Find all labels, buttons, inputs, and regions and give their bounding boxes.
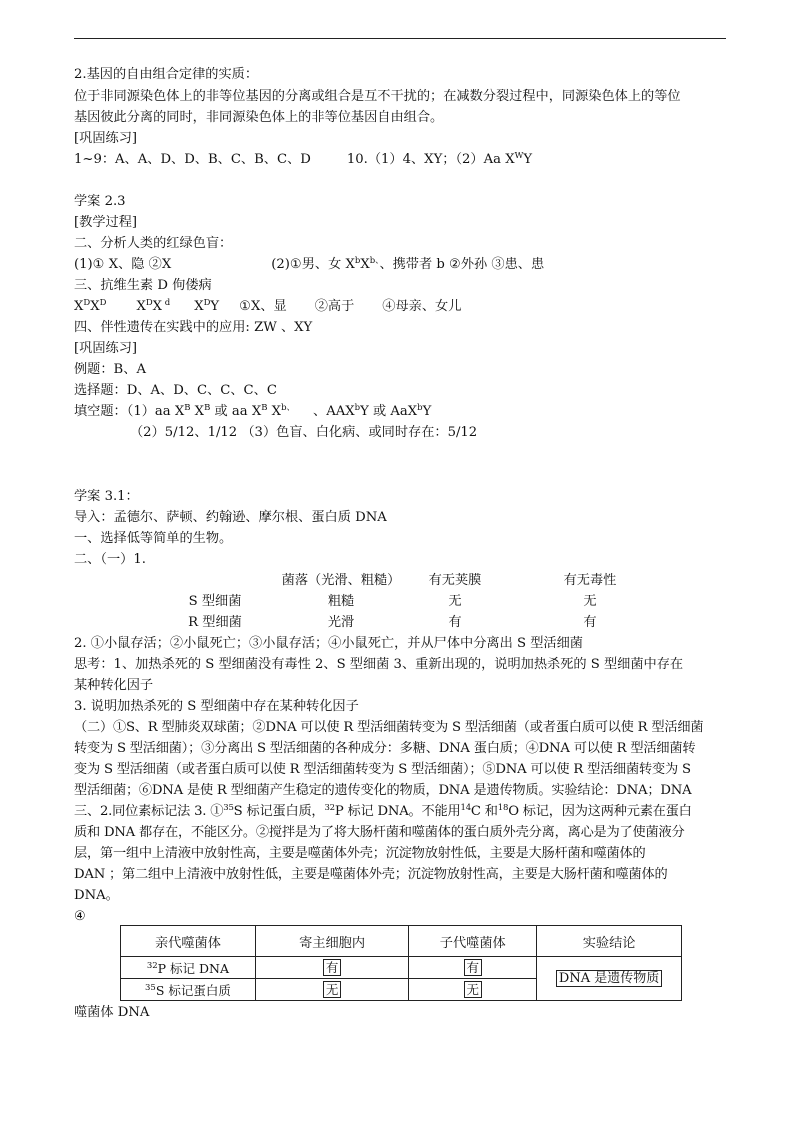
cell-conclusion: DNA 是遗传物质 xyxy=(537,957,682,1001)
row-label-s35: $^{35}$S 标记蛋白质 xyxy=(121,979,256,1001)
fill-answers: 填空题：（1）aa $X^B$ $X^B$ 或 aa $X^B$ $X^{b、}$ 、AAX$^b$Y 或 AaX$^b$Y xyxy=(74,403,432,419)
circle-four-marker: ④ xyxy=(74,909,86,924)
cell-progeny-p32: 有 xyxy=(409,957,537,979)
cell-host-s35: 无 xyxy=(255,979,409,1001)
cell-capsule: 有 xyxy=(448,615,462,630)
paragraph-line: 思考：1、加热杀死的 S 型细菌没有毒性 2、S 型细菌 3、重新出现的，说明加热杀死的 S 型细菌中存在 xyxy=(74,657,684,672)
paragraph-line: 3. 说明加热杀死的 S 型细菌中存在某种转化因子 xyxy=(74,699,359,714)
paragraph-line: DNA。 xyxy=(74,888,119,903)
table-row xyxy=(0,594,800,610)
teaching-label: [教学过程] xyxy=(74,215,138,230)
example-answers: 例题：B、A xyxy=(74,362,146,377)
heading-part-2: 二、（一）1. xyxy=(74,552,146,567)
paragraph-line: 某种转化因子 xyxy=(74,678,154,693)
paragraph-line: 型活细菌；⑥DNA 是使 R 型细菌产生稳定的遗传变化的物质，DNA 是遗传物质。实验结论：DNA；DNA xyxy=(74,783,692,798)
choice-answers: 选择题：D、A、D、C、C、C、C xyxy=(74,383,277,398)
heading-application: 四、伴性遗传在实践中的应用: ZW 、XY xyxy=(74,320,313,335)
heading-free-combination: 2.基因的自由组合定律的实质： xyxy=(74,67,259,82)
cell-virulence: 有 xyxy=(583,615,597,630)
paragraph-line: （二）①S、R 型肺炎双球菌；②DNA 可以使 R 型活细菌转变为 S 型活细菌（或者蛋白质可以使 R 型活细菌 xyxy=(74,720,704,735)
heading-organisms: 一、选择低等简单的生物。 xyxy=(74,531,233,546)
row-label: R 型细菌 xyxy=(188,615,242,630)
bacteria-table-header xyxy=(0,573,800,589)
table-row xyxy=(0,615,800,631)
cell-virulence: 无 xyxy=(583,594,597,609)
header-rule xyxy=(74,38,726,39)
cell-colony: 光滑 xyxy=(327,615,355,630)
header-conclusion: 实验结论 xyxy=(537,926,682,957)
practice-label: [巩固练习] xyxy=(74,341,138,356)
header-virulence: 有无毒性 xyxy=(563,573,617,588)
footer-line: 噬菌体 DNA xyxy=(74,1005,150,1020)
answers-line: (1)① X、隐 ②X (2)①男、女 $X^bX^{b、}$、携带者 b ②外孙 ③患、患 xyxy=(74,256,545,272)
paragraph-line: 三、2.同位素标记法 3. ①$^{35}$S 标记蛋白质，$^{32}$P 标记 DNA。不能用$^{14}$C 和$^{18}$O 标记，因为这两种元素在蛋白 xyxy=(74,803,692,819)
paragraph-line: 基因彼此分离的同时，非同源染色体上的非等位基因自由组合。 xyxy=(74,110,444,125)
paragraph-line: 变为 S 型活细菌（或者蛋白质可以使 R 型活细菌转变为 S 型活细菌）；⑤DNA 可以使 R 型活细菌转变为 S xyxy=(74,762,691,777)
heading-vitamin-d: 三、抗维生素 D 佝偻病 xyxy=(74,278,212,293)
heading-color-blindness: 二、分析人类的红绿色盲： xyxy=(74,236,233,251)
header-host-cell: 寄主细胞内 xyxy=(255,926,409,957)
cell-progeny-s35: 无 xyxy=(409,979,537,1001)
header-capsule: 有无荚膜 xyxy=(428,573,482,588)
cell-colony: 粗糙 xyxy=(327,594,355,609)
cell-capsule: 无 xyxy=(448,594,462,609)
paragraph-line: 位于非同源染色体上的非等位基因的分离或组合是互不干扰的；在减数分裂过程中，同源染色体上的等位 xyxy=(74,89,681,104)
cell-host-p32: 有 xyxy=(255,957,409,979)
paragraph-line: 转变为 S 型活细菌）；③分离出 S 型活细菌的各种成分：多糖、DNA 蛋白质；④DNA 可以使 R 型活细菌转 xyxy=(74,741,696,756)
header-parent-phage: 亲代噬菌体 xyxy=(121,926,256,957)
genotype-line: $X^DX^D$ $X^DX$ $^d$ $X^DY$ ①X、显 ②高于 ④母亲、女儿 xyxy=(74,298,462,314)
fill-answers-2: （2）5/12、1/12 （3）色盲、白化病、或同时存在：5/12 xyxy=(130,425,478,440)
answers-line: 1~9：A、A、D、D、B、C、B、C、D 10.（1）4、XY；（2）Aa $X^WY$ xyxy=(74,151,533,167)
paragraph-line: 2. ①小鼠存活；②小鼠死亡；③小鼠存活；④小鼠死亡，并从尸体中分离出 S 型活细菌 xyxy=(74,636,583,651)
table-row xyxy=(121,957,682,979)
row-label-p32: $^{32}$P 标记 DNA xyxy=(121,957,256,979)
paragraph-line: 质和 DNA 都存在，不能区分。②搅拌是为了将大肠杆菌和噬菌体的蛋白质外壳分离，离心是为了使菌液分 xyxy=(74,825,685,840)
section-title: 学案 2.3 xyxy=(74,194,126,209)
section-title: 学案 3.1： xyxy=(74,489,139,504)
table-header-row xyxy=(121,926,682,957)
header-colony: 菌落（光滑、粗糙） xyxy=(281,573,401,588)
phage-table xyxy=(120,925,682,1001)
row-label: S 型细菌 xyxy=(188,594,242,609)
paragraph-line: 层，第一组中上清液中放射性高，主要是噬菌体外壳；沉淀物放射性低，主要是大肠杆菌和噬菌体的 xyxy=(74,846,646,861)
paragraph-line: DAN ；第二组中上清液中放射性低，主要是噬菌体外壳；沉淀物放射性高，主要是大肠杆菌和噬菌体的 xyxy=(74,867,668,882)
header-progeny-phage: 子代噬菌体 xyxy=(409,926,537,957)
intro-line: 导入：孟德尔、萨顿、约翰逊、摩尔根、蛋白质 DNA xyxy=(74,510,387,525)
practice-label: [巩固练习] xyxy=(74,131,138,146)
